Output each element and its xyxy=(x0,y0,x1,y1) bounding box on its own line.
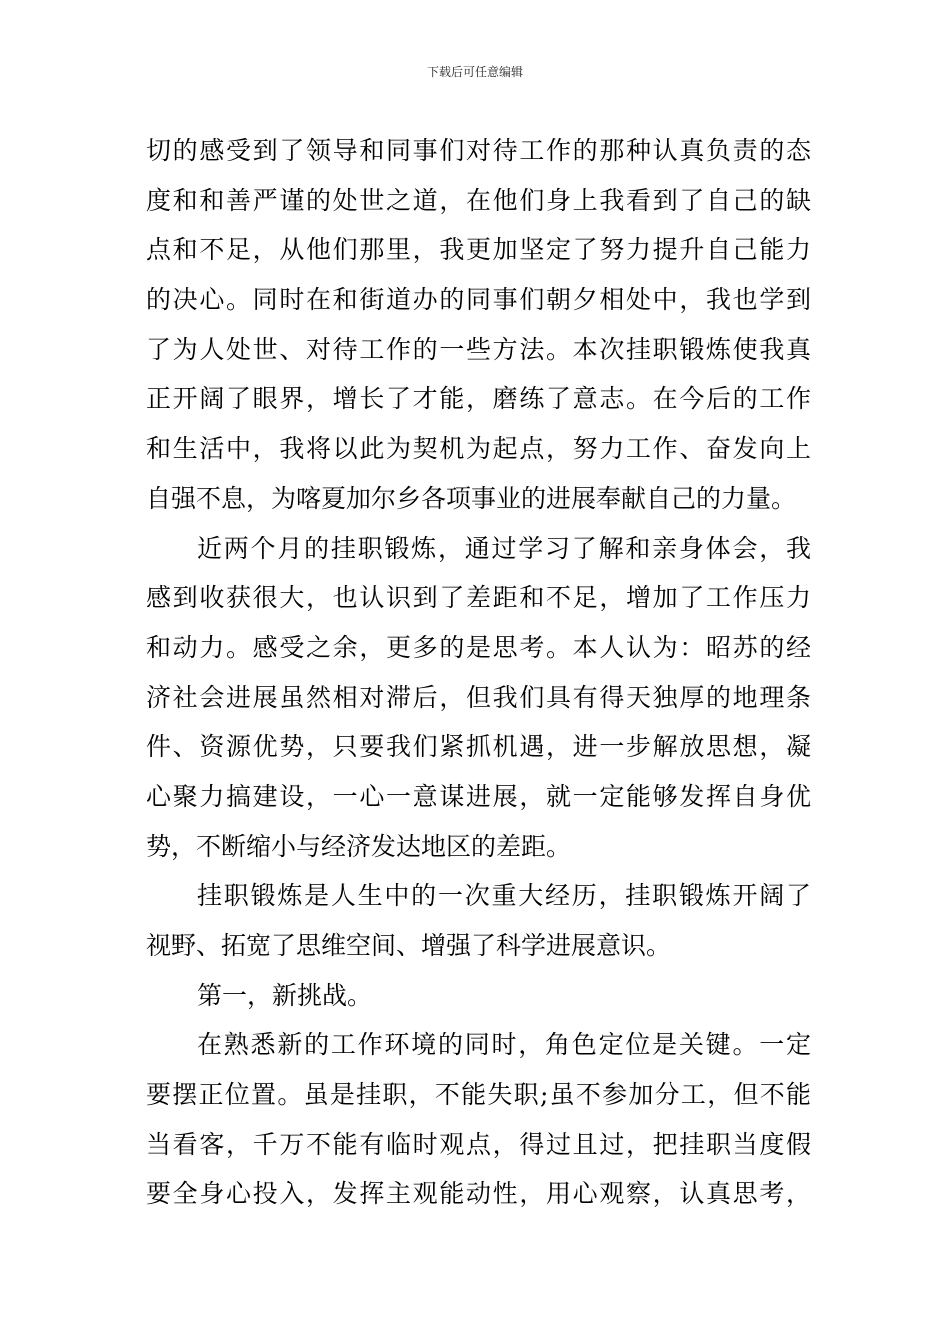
text-line: 要摆正位置。虽是挂职，不能失职;虽不参加分工，但不能 xyxy=(146,1080,811,1110)
text-line: 势，不断缩小与经济发达地区的差距。 xyxy=(146,831,572,861)
page-header: 下载后可任意编辑 xyxy=(426,65,523,79)
text-line: 的决心。同时在和街道办的同事们朝夕相处中，我也学到 xyxy=(146,285,811,315)
text-line: 济社会进展虽然相对滞后，但我们具有得天独厚的地理条 xyxy=(146,682,811,712)
text-line: 和动力。感受之余，更多的是思考。本人认为：昭苏的经 xyxy=(146,632,811,662)
text-line: 度和和善严谨的处世之道，在他们身上我看到了自己的缺 xyxy=(146,185,811,215)
text-line: 在熟悉新的工作环境的同时，角色定位是关键。一定 xyxy=(197,1030,811,1060)
text-line: 心聚力搞建设，一心一意谋进展，就一定能够发挥自身优 xyxy=(146,781,811,811)
text-line: 点和不足，从他们那里，我更加坚定了努力提升自己能力 xyxy=(146,235,811,265)
text-line: 感到收获很大，也认识到了差距和不足，增加了工作压力 xyxy=(146,583,811,613)
text-line: 要全身心投入，发挥主观能动性，用心观察，认真思考， xyxy=(146,1179,811,1209)
text-line: 和生活中，我将以此为契机为起点，努力工作、奋发向上 xyxy=(146,434,811,464)
text-line: 挂职锻炼是人生中的一次重大经历，挂职锻炼开阔了 xyxy=(197,881,811,911)
text-line: 视野、拓宽了思维空间、增强了科学进展意识。 xyxy=(146,931,672,960)
text-line: 近两个月的挂职锻炼，通过学习了解和亲身体会，我 xyxy=(197,533,811,563)
text-line: 自强不息，为喀夏加尔乡各项事业的进展奉献自己的力量。 xyxy=(146,483,797,513)
text-line: 了为人处世、对待工作的一些方法。本次挂职锻炼使我真 xyxy=(146,334,811,364)
text-line: 切的感受到了领导和同事们对待工作的那种认真负责的态 xyxy=(146,136,811,165)
document-body xyxy=(146,126,811,1219)
text-line: 件、资源优势，只要我们紧抓机遇，进一步解放思想，凝 xyxy=(146,732,811,762)
text-line: 第一，新挑战。 xyxy=(197,980,373,1010)
text-line: 正开阔了眼界，增长了才能，磨练了意志。在今后的工作 xyxy=(146,384,811,414)
text-line: 当看客，千万不能有临时观点，得过且过，把挂职当度假 xyxy=(146,1129,811,1159)
